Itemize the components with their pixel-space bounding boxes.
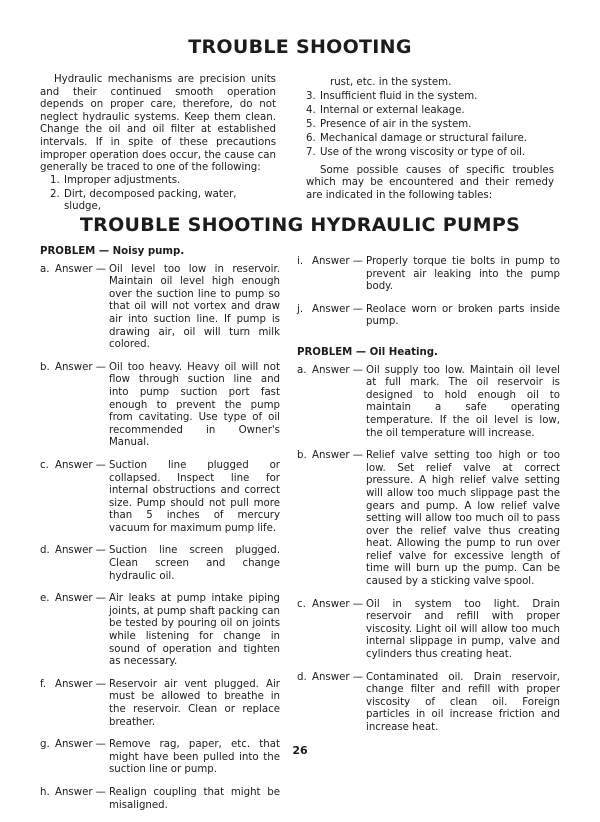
answer-text: Reolace worn or broken parts inside pump.	[366, 303, 560, 328]
cause-item	[40, 175, 276, 188]
cause-item	[306, 91, 554, 104]
answer-label: Answer —	[312, 256, 363, 267]
answer-text: Oil in system too light. Drain reservoir and refill with proper viscosity. Light oil will allow too much internal slippage in pump, valve and cylinders thus creating heat.	[366, 598, 560, 661]
intro-paragraph: Hydraulic mechanisms are precision units and their continued smooth operation depends on proper care, therefore, do not neglect hydraulic systems. Keep them clean. Change the oil and oil filter at established intervals. If in spite of these precautions improper operation does occur, the cause can generally be traced to one of the following:	[40, 74, 276, 174]
cause-number: 1.	[50, 174, 60, 186]
cause-number: 5.	[306, 118, 316, 130]
answer-label: Answer —	[55, 678, 106, 690]
cause-number: 7.	[306, 146, 316, 158]
answer-text: Contaminated oil. Drain reservoir, change filter and refill with proper viscosity of clean oil. Foreign particles in oil increase friction and increase heat.	[366, 671, 560, 733]
answer-item	[40, 593, 280, 669]
answer-item	[40, 264, 280, 352]
answer-item	[297, 599, 560, 662]
item-letter: b.	[40, 361, 50, 373]
item-letter: f.	[40, 678, 47, 690]
answer-label: Answer —	[55, 361, 106, 373]
item-letter: a.	[40, 263, 50, 275]
answer-label: Answer —	[55, 786, 106, 798]
cause-text: Use of the wrong viscosity or type of oil.	[320, 146, 526, 158]
page-title: TROUBLE SHOOTING	[188, 36, 412, 58]
answer-label: Answer —	[55, 739, 106, 751]
cause-text: Presence of air in the system.	[320, 118, 472, 130]
problem-heading-oil-heating: PROBLEM — Oil Heating.	[297, 346, 438, 358]
item-letter: d.	[40, 545, 50, 557]
item-letter: i.	[297, 256, 304, 267]
right-column	[297, 256, 560, 745]
spacer	[297, 339, 560, 347]
cause-text: Insufficient fluid in the system.	[320, 90, 478, 102]
answer-label: Answer —	[312, 671, 363, 683]
answer-item	[297, 450, 560, 589]
cause-item	[306, 133, 554, 146]
answer-item	[297, 365, 560, 441]
answer-text: Remove rag, paper, etc. that might have been pulled into the suction line or pump.	[109, 739, 280, 776]
item-letter: c.	[297, 598, 306, 610]
section-title: TROUBLE SHOOTING HYDRAULIC PUMPS	[79, 214, 521, 236]
cause-text: Internal or external leakage.	[320, 104, 465, 116]
answer-label: Answer —	[55, 545, 106, 557]
answer-text: Reservoir air vent plugged. Air must be allowed to breathe in the reservoir. Clean or replace breather.	[109, 678, 280, 728]
intro-right-column	[306, 77, 554, 202]
answer-text: Oil too heavy. Heavy oil will not flow through suction line and into pump suction port fast enough to prevent the pump from cavitating. Use type of oil recommended in Owner's Manual.	[109, 361, 280, 449]
answer-label: Answer —	[312, 450, 363, 462]
answer-text: Oil level too low in reservoir. Maintain oil level high enough over the suction line to pump so that oil will not vortex and draw air into suction line. If pump is drawing air, oil will turn milk colored.	[109, 263, 280, 351]
answer-label: Answer —	[55, 459, 106, 471]
answer-item	[40, 545, 280, 583]
cause-text: Dirt, decomposed packing, water, sludge,	[64, 188, 237, 213]
item-letter: b.	[297, 450, 307, 462]
cause-item	[306, 105, 554, 118]
cause-item	[306, 119, 554, 132]
answer-text: Suction line plugged or collapsed. Inspect line for internal obstructions and correct size. Pump should not pull more than 5 inches of mercury vacuum for maximum pump life.	[109, 459, 280, 534]
answer-item	[297, 256, 560, 294]
cause-number: 6.	[306, 132, 316, 144]
answer-item	[40, 679, 280, 729]
item-letter: h.	[40, 786, 50, 798]
cause-number: 3.	[306, 90, 316, 102]
causes-list-left	[40, 175, 276, 214]
answer-item	[40, 460, 280, 536]
left-column	[40, 246, 280, 822]
problem-heading-noisy-pump: PROBLEM — Noisy pump.	[40, 246, 185, 257]
answer-label: Answer —	[312, 303, 363, 315]
answer-text: Air leaks at pump intake piping joints, at pump shaft packing can be tested by pouring oil on joints while listening for change in sound of operation and tighten as necessary.	[109, 593, 280, 668]
answer-text: Properly torque tie bolts in pump to prevent air leaking into the pump body.	[366, 256, 560, 293]
intro-closing: Some possible causes of specific troubles which may be encountered and their remedy are indicated in the following tables:	[306, 164, 554, 201]
answer-item	[297, 672, 560, 735]
item-letter: c.	[40, 459, 49, 471]
cause-item	[40, 189, 276, 214]
answer-label: Answer —	[312, 364, 363, 376]
cause-number: 2.	[50, 188, 60, 200]
answer-text: Relief valve setting too high or too low. Set relief valve at correct pressure. A high relief valve setting will allow too much slippage past the gears and pump. A low relief valve setting will allow too much oil to pass over the relief valve thus creating heat. Allowing the pump to run over relief valve for excessive length of time will burn up the pump. Can be caused by a sticking valve spool.	[366, 450, 560, 588]
answer-label: Answer —	[55, 263, 106, 275]
item-letter: d.	[297, 671, 307, 683]
cause-item	[306, 147, 554, 160]
cause-continued: rust, etc. in the system.	[330, 77, 452, 88]
answer-text: Realign coupling that might be misaligned.	[109, 786, 280, 811]
answer-item	[40, 362, 280, 450]
answer-label: Answer —	[55, 593, 106, 605]
cause-text: Mechanical damage or structural failure.	[320, 132, 527, 144]
answer-item	[40, 787, 280, 812]
item-letter: e.	[40, 593, 50, 605]
answer-text: Oil supply too low. Maintain oil level at full mark. The oil reservoir is designed to hold enough oil to maintain a safe operating temperature. If the oil level is low, the oil temperature will increase.	[366, 364, 560, 439]
item-letter: j.	[297, 303, 304, 315]
answer-label: Answer —	[312, 598, 363, 610]
item-letter: g.	[40, 739, 50, 751]
causes-list-right	[306, 91, 554, 160]
intro-left-column	[40, 74, 276, 216]
page-number: 26	[292, 744, 308, 757]
item-letter: a.	[297, 364, 307, 376]
cause-text: Improper adjustments.	[64, 174, 181, 186]
answer-item	[297, 304, 560, 329]
answer-text: Suction line screen plugged. Clean screen and change hydraulic oil.	[109, 545, 280, 582]
cause-number: 4.	[306, 104, 316, 116]
